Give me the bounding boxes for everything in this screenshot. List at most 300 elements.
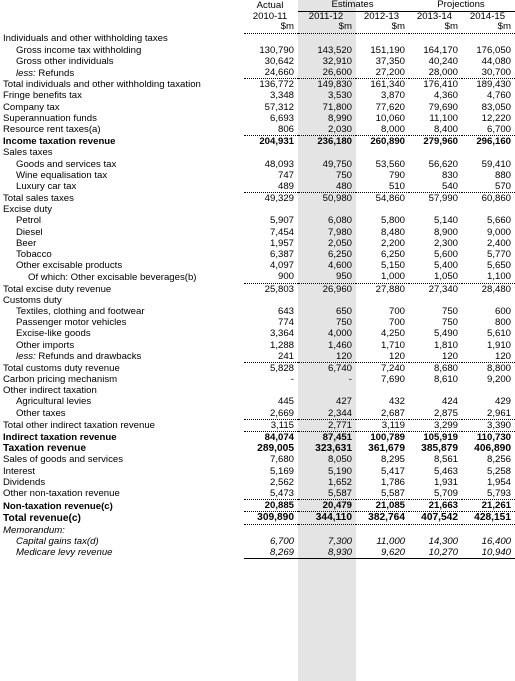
table-row <box>0 113 515 124</box>
row-label: Resource rent taxes(a) <box>3 124 101 136</box>
value-cell: 164,170 <box>423 44 458 56</box>
row-label: Interest <box>3 465 35 477</box>
value-cell: 428,151 <box>462 512 515 524</box>
value-cell: 643 <box>277 305 294 317</box>
row-label: Wine equalisation tax <box>16 169 108 181</box>
value-cell: 49,329 <box>244 193 298 205</box>
row-label: Total revenue(c) <box>3 512 81 524</box>
value-cell: 3,115 <box>244 419 298 431</box>
value-cell: 382,764 <box>356 512 409 524</box>
value-cell: 10,940 <box>462 547 515 559</box>
value-cell: 59,410 <box>481 158 511 170</box>
row-label: Individuals and other withholding taxes <box>3 33 168 45</box>
row-label: Carbon pricing mechanism <box>3 374 118 386</box>
value-cell: 2,669 <box>269 407 294 419</box>
value-cell: 44,080 <box>481 55 511 67</box>
value-cell: 120 <box>494 350 511 362</box>
value-cell: 950 <box>335 271 352 283</box>
row-label: Other imports <box>16 339 75 351</box>
table-row <box>0 317 515 328</box>
row-label: Superannuation funds <box>3 112 97 124</box>
value-cell: 7,680 <box>269 454 294 466</box>
value-cell <box>298 33 356 45</box>
value-cell <box>356 204 409 215</box>
value-cell <box>462 524 515 536</box>
value-cell: 790 <box>388 169 405 181</box>
row-label: Dividends <box>3 476 46 488</box>
value-cell: 25,803 <box>244 283 298 295</box>
less-label: less: <box>16 351 36 363</box>
value-cell: 1,288 <box>269 339 294 351</box>
value-cell: 28,000 <box>428 67 458 79</box>
value-cell: 8,269 <box>244 547 298 559</box>
value-cell <box>409 385 462 396</box>
value-cell: 7,240 <box>356 362 409 374</box>
value-cell: 5,793 <box>486 487 511 499</box>
value-cell: 236,180 <box>298 136 356 148</box>
value-cell: 21,085 <box>356 500 409 512</box>
value-cell: 2,771 <box>298 419 356 431</box>
value-cell: 424 <box>441 396 458 408</box>
table-row <box>0 45 515 56</box>
value-cell: 5,400 <box>433 260 458 272</box>
value-cell <box>244 524 298 536</box>
value-cell: 37,350 <box>375 55 405 67</box>
value-cell <box>409 147 462 158</box>
value-cell: 7,454 <box>269 226 294 238</box>
value-cell: 10,060 <box>375 112 405 124</box>
value-cell: 7,980 <box>327 226 352 238</box>
value-cell: 700 <box>388 317 405 329</box>
value-cell: 407,542 <box>409 512 462 524</box>
value-cell: 28,480 <box>462 283 515 295</box>
value-cell: 16,400 <box>481 535 511 547</box>
value-cell: 289,005 <box>257 443 294 455</box>
table-row <box>0 249 515 260</box>
value-cell: 6,740 <box>298 362 356 374</box>
value-cell: 8,295 <box>380 454 405 466</box>
value-cell: 8,900 <box>433 226 458 238</box>
value-cell: 5,258 <box>486 465 511 477</box>
value-cell: 5,587 <box>380 487 405 499</box>
value-cell: 105,919 <box>409 432 462 444</box>
table-row <box>0 227 515 238</box>
value-cell: 151,190 <box>370 44 405 56</box>
unit-header: $m <box>356 22 409 33</box>
table-row <box>0 419 515 431</box>
value-cell: 26,960 <box>298 283 356 295</box>
value-cell: 24,660 <box>264 67 294 79</box>
table-row <box>0 147 515 158</box>
value-cell: 5,800 <box>380 215 405 227</box>
year-header: 2014-15 <box>469 10 506 22</box>
value-cell: 2,030 <box>327 123 352 135</box>
value-cell: 1,954 <box>486 476 511 488</box>
less-label: less: <box>16 67 36 79</box>
value-cell: 1,931 <box>433 476 458 488</box>
value-cell: 30,642 <box>264 55 294 67</box>
value-cell: 10,270 <box>409 547 462 559</box>
value-cell: 71,800 <box>322 101 352 113</box>
value-cell: 6,387 <box>269 249 294 261</box>
value-cell: 3,530 <box>327 90 352 102</box>
table-row <box>0 260 515 271</box>
value-cell: 6,250 <box>327 249 352 261</box>
row-label: Excise-like goods <box>16 328 91 340</box>
value-cell <box>462 385 515 396</box>
value-cell: 30,700 <box>481 67 511 79</box>
row-label: Total individuals and other withholding taxation <box>3 79 201 91</box>
value-cell: 5,610 <box>486 328 511 340</box>
table-body <box>0 33 515 559</box>
unit-header: $m <box>298 22 356 33</box>
value-cell: 9,200 <box>486 374 511 386</box>
value-cell: 27,200 <box>375 67 405 79</box>
value-cell: 8,800 <box>462 362 515 374</box>
value-cell: 1,957 <box>269 237 294 249</box>
value-cell: 8,990 <box>327 112 352 124</box>
table-row <box>0 432 515 444</box>
row-label: Total customs duty revenue <box>3 362 120 374</box>
row-label: Capital gains tax(d) <box>16 535 99 547</box>
value-cell: 27,880 <box>356 283 409 295</box>
value-cell <box>462 295 515 306</box>
value-cell: 26,600 <box>322 67 352 79</box>
value-cell <box>462 204 515 215</box>
year-header: 2011-12 <box>308 10 344 22</box>
row-label: Sales taxes <box>3 147 53 159</box>
value-cell: 2,050 <box>327 237 352 249</box>
row-label: Fringe benefits tax <box>3 90 82 102</box>
year-header: 2013-14 <box>416 10 453 22</box>
value-cell <box>356 385 409 396</box>
header-years-row <box>0 11 515 22</box>
value-cell: 361,679 <box>368 443 405 455</box>
value-cell: 161,340 <box>356 79 409 91</box>
value-cell: 8,680 <box>409 362 462 374</box>
row-label: Sales of goods and services <box>3 454 123 466</box>
value-cell: 3,364 <box>269 328 294 340</box>
table-row <box>0 454 515 465</box>
value-cell: 3,390 <box>462 419 515 431</box>
value-cell: 21,663 <box>409 500 462 512</box>
value-cell: 8,050 <box>327 454 352 466</box>
value-cell: 2,200 <box>380 237 405 249</box>
value-cell: 49,750 <box>322 158 352 170</box>
value-cell: 3,870 <box>380 90 405 102</box>
value-cell: 279,960 <box>409 136 462 148</box>
value-cell: 53,560 <box>375 158 405 170</box>
table-row <box>0 466 515 477</box>
table-row <box>0 396 515 407</box>
value-cell: 110,730 <box>462 432 515 444</box>
row-label <box>0 67 244 79</box>
table-row <box>0 295 515 306</box>
value-cell: 77,620 <box>375 101 405 113</box>
value-cell: 120 <box>335 350 352 362</box>
value-cell: 9,000 <box>486 226 511 238</box>
value-cell: 14,300 <box>428 535 458 547</box>
value-cell: 136,772 <box>244 79 298 91</box>
value-cell: 8,930 <box>298 547 356 559</box>
unit-header: $m <box>409 22 462 33</box>
value-cell: 130,790 <box>259 44 294 56</box>
group-estimates: Estimates <box>298 0 409 11</box>
row-label: Passenger motor vehicles <box>16 317 127 329</box>
value-cell: 3,299 <box>409 419 462 431</box>
table-row <box>0 385 515 396</box>
value-cell: 2,687 <box>380 407 405 419</box>
value-cell: 309,890 <box>244 512 298 524</box>
value-cell: 57,990 <box>409 193 462 205</box>
value-cell <box>298 524 356 536</box>
value-cell: 7,690 <box>380 374 405 386</box>
value-cell: 8,000 <box>380 123 405 135</box>
row-label: Diesel <box>16 226 43 238</box>
row-label: Memorandum: <box>3 524 65 536</box>
value-cell: 5,490 <box>433 328 458 340</box>
value-cell: 1,460 <box>327 339 352 351</box>
row-label: Medicare levy revenue <box>16 547 113 559</box>
value-cell: 1,810 <box>433 339 458 351</box>
value-cell: 5,660 <box>486 215 511 227</box>
value-cell: 1,100 <box>486 271 511 283</box>
value-cell: 60,860 <box>462 193 515 205</box>
table-row <box>0 443 515 454</box>
value-cell: 510 <box>388 180 405 192</box>
value-cell: 600 <box>494 305 511 317</box>
row-label: Gross income tax withholding <box>16 44 142 56</box>
table-row <box>0 90 515 101</box>
value-cell: 427 <box>335 396 352 408</box>
value-cell: 12,220 <box>481 112 511 124</box>
value-cell: 445 <box>277 396 294 408</box>
row-label: Income taxation revenue <box>3 136 116 148</box>
row-label: Other excisable products <box>16 260 123 272</box>
row-label: Other indirect taxation <box>3 385 97 397</box>
value-cell: 6,700 <box>269 535 294 547</box>
group-actual: Actual <box>256 0 284 11</box>
value-cell <box>244 385 298 396</box>
value-cell: 149,830 <box>298 79 356 91</box>
row-label: Of which: Other excisable beverages(b) <box>28 271 197 283</box>
value-cell: 1,710 <box>380 339 405 351</box>
value-cell: 6,080 <box>327 215 352 227</box>
table-row <box>0 193 515 205</box>
value-cell: 6,693 <box>269 112 294 124</box>
value-cell: 21,261 <box>462 500 515 512</box>
row-label: Beer <box>16 237 37 249</box>
value-cell: 8,480 <box>380 226 405 238</box>
unit-header: $m <box>244 22 298 33</box>
value-cell: 3,119 <box>356 419 409 431</box>
value-cell: 830 <box>441 169 458 181</box>
table-row <box>0 512 515 524</box>
value-cell <box>356 33 409 45</box>
value-cell: 2,562 <box>269 476 294 488</box>
value-cell: 5,150 <box>380 260 405 272</box>
row-label-text: Refunds and drawbacks <box>35 351 142 363</box>
table-row <box>0 136 515 148</box>
value-cell: 8,256 <box>486 454 511 466</box>
value-cell: 806 <box>277 123 294 135</box>
value-cell <box>244 204 298 215</box>
table-row <box>0 79 515 91</box>
value-cell <box>298 295 356 306</box>
table-row <box>0 181 515 193</box>
value-cell: 4,097 <box>269 260 294 272</box>
value-cell: 5,770 <box>486 249 511 261</box>
row-label: Total sales taxes <box>3 193 74 205</box>
value-cell: 5,650 <box>486 260 511 272</box>
value-cell: 2,875 <box>433 407 458 419</box>
value-cell: 750 <box>441 317 458 329</box>
value-cell: - <box>348 374 352 386</box>
value-cell: 8,561 <box>433 454 458 466</box>
value-cell <box>244 147 298 158</box>
value-cell: 540 <box>441 180 458 192</box>
row-label: Taxation revenue <box>3 443 87 455</box>
value-cell: 774 <box>277 317 294 329</box>
table-row <box>0 238 515 249</box>
value-cell: 143,520 <box>317 44 352 56</box>
row-label: Other taxes <box>16 408 66 420</box>
value-cell: 32,910 <box>322 55 352 67</box>
row-label: Indirect taxation revenue <box>3 432 117 444</box>
value-cell: 480 <box>335 180 352 192</box>
value-cell: 5,169 <box>269 465 294 477</box>
value-cell: 2,344 <box>327 407 352 419</box>
table-row <box>0 408 515 420</box>
row-label-text: Refunds <box>35 67 75 79</box>
value-cell: 385,879 <box>421 443 458 455</box>
value-cell: 87,451 <box>298 432 356 444</box>
table-row <box>0 33 515 45</box>
value-cell: 4,760 <box>486 90 511 102</box>
value-cell: 5,473 <box>269 487 294 499</box>
value-cell: 800 <box>494 317 511 329</box>
value-cell <box>244 295 298 306</box>
value-cell: 1,050 <box>433 271 458 283</box>
value-cell <box>298 385 356 396</box>
row-label: Textiles, clothing and footwear <box>16 305 145 317</box>
value-cell: 2,961 <box>486 407 511 419</box>
table-row <box>0 328 515 339</box>
value-cell: 57,312 <box>264 101 294 113</box>
value-cell: 8,610 <box>433 374 458 386</box>
year-header: 2010-11 <box>252 10 288 22</box>
value-cell: 406,890 <box>474 443 511 455</box>
value-cell: 7,300 <box>327 535 352 547</box>
row-label: Total other indirect taxation revenue <box>3 420 155 432</box>
value-cell <box>409 33 462 45</box>
value-cell: 5,828 <box>244 362 298 374</box>
value-cell: 344,110 <box>298 512 356 524</box>
value-cell: 4,600 <box>327 260 352 272</box>
table-row <box>0 524 515 536</box>
table-row <box>0 351 515 363</box>
value-cell: 79,690 <box>428 101 458 113</box>
value-cell: 8,400 <box>433 123 458 135</box>
value-cell: 2,400 <box>486 237 511 249</box>
table-row <box>0 215 515 226</box>
value-cell: 27,340 <box>409 283 462 295</box>
value-cell <box>298 204 356 215</box>
value-cell: 5,417 <box>380 465 405 477</box>
value-cell <box>462 33 515 45</box>
value-cell <box>356 295 409 306</box>
value-cell: 1,652 <box>327 476 352 488</box>
table-row <box>0 124 515 136</box>
value-cell: 20,885 <box>244 500 298 512</box>
table-row <box>0 374 515 385</box>
value-cell: 11,100 <box>429 112 458 124</box>
value-cell: - <box>290 374 294 386</box>
value-cell <box>356 524 409 536</box>
row-label: Total excise duty revenue <box>3 283 112 295</box>
value-cell <box>409 204 462 215</box>
value-cell: 40,240 <box>428 55 458 67</box>
value-cell: 54,860 <box>356 193 409 205</box>
value-cell: 1,910 <box>486 339 511 351</box>
value-cell: 323,631 <box>315 443 352 455</box>
row-label: Luxury car tax <box>16 181 77 193</box>
value-cell: 880 <box>494 169 511 181</box>
table-row <box>0 500 515 512</box>
value-cell: 1,786 <box>380 476 405 488</box>
value-cell: 750 <box>335 317 352 329</box>
table-row <box>0 536 515 547</box>
table-row <box>0 488 515 500</box>
year-header: 2012-13 <box>363 10 400 22</box>
table-row <box>0 477 515 488</box>
value-cell <box>462 147 515 158</box>
table-row <box>0 204 515 215</box>
value-cell: 11,000 <box>376 535 405 547</box>
value-cell: 570 <box>494 180 511 192</box>
row-label <box>0 351 244 363</box>
value-cell: 176,410 <box>409 79 462 91</box>
value-cell: 750 <box>335 169 352 181</box>
value-cell: 50,980 <box>298 193 356 205</box>
value-cell: 56,620 <box>428 158 458 170</box>
table-row <box>0 170 515 181</box>
header-groups-row <box>0 0 515 11</box>
value-cell: 4,000 <box>327 328 352 340</box>
value-cell: 5,600 <box>433 249 458 261</box>
value-cell: 189,430 <box>462 79 515 91</box>
value-cell: 4,360 <box>433 90 458 102</box>
value-cell: 241 <box>277 350 294 362</box>
table-row <box>0 271 515 283</box>
value-cell: 750 <box>441 305 458 317</box>
value-cell: 2,300 <box>433 237 458 249</box>
value-cell: 204,931 <box>244 136 298 148</box>
row-label: Tobacco <box>16 249 52 261</box>
row-label: Customs duty <box>3 294 62 306</box>
value-cell: 9,620 <box>356 547 409 559</box>
value-cell: 650 <box>335 305 352 317</box>
table-row <box>0 67 515 79</box>
row-label: Agricultural levies <box>16 396 92 408</box>
value-cell: 260,890 <box>356 136 409 148</box>
value-cell: 1,000 <box>380 271 405 283</box>
unit-header: $m <box>462 22 515 33</box>
value-cell: 3,348 <box>269 90 294 102</box>
value-cell <box>409 524 462 536</box>
value-cell: 900 <box>277 271 294 283</box>
value-cell: 700 <box>388 305 405 317</box>
